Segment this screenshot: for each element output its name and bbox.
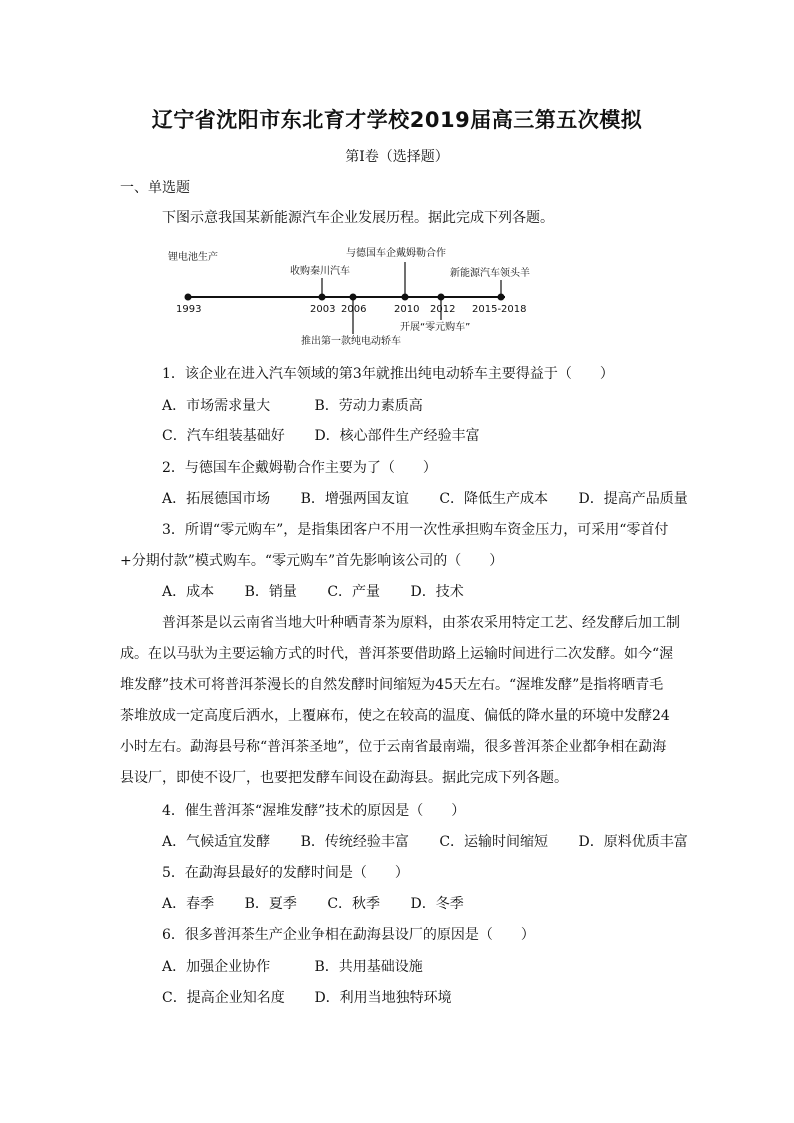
event-leader: 新能源汽车领头羊 [450,268,530,279]
q1-stem: 1．该企业在进入汽车领域的第3年就推出纯电动轿车主要得益于（ ） [162,366,614,382]
year-2003: 2003 [310,304,336,315]
passage-line-1: 普洱茶是以云南省当地大叶种晒青茶为原料，由茶农采用特定工艺、经发酵后加工制 [162,615,680,631]
section-heading: 一、单选题 [120,180,190,196]
q5-option-b[interactable]: B．夏季 [244,896,297,912]
q2-option-d[interactable]: D．提高产品质量 [578,491,688,507]
year-2010: 2010 [394,304,420,315]
timeline-diagram [160,240,590,350]
q6-stem: 6．很多普洱茶生产企业争相在勐海县设厂的原因是（ ） [162,927,535,943]
event-zero-purchase: 开展“零元购车” [400,322,471,333]
event-first-ev: 推出第一款纯电动轿车 [301,336,401,347]
q3-stem-line2: +分期付款”模式购车。“零元购车”首先影响该公司的（ ） [120,553,504,569]
q6-options-row2 [162,988,478,1008]
event-battery: 锂电池生产 [168,252,218,263]
event-acquire: 收购秦川汽车 [290,266,350,277]
q1-option-d[interactable]: D．核心部件生产经验丰富 [314,428,480,444]
group1-intro: 下图示意我国某新能源汽车企业发展历程。据此完成下列各题。 [162,210,554,226]
q4-options [162,832,714,852]
event-daimler: 与德国车企戴姆勒合作 [346,248,446,259]
year-2015-2018: 2015-2018 [472,304,527,315]
q3-option-c[interactable]: C．产量 [327,584,381,600]
page-subtitle: 第Ⅰ卷（选择题） [345,149,449,165]
q1-option-a[interactable]: A．市场需求量大 [162,398,271,414]
q5-option-a[interactable]: A．春季 [162,896,215,912]
q1-options-row2 [162,426,506,446]
passage-line-3: 堆发酵”技术可将普洱茶漫长的自然发酵时间缩短为45天左右。“渥堆发酵”是指将晒青毛 [120,677,664,693]
q4-option-d[interactable]: D．原料优质丰富 [578,834,688,850]
q1-option-c[interactable]: C．汽车组装基础好 [162,428,285,444]
year-2006: 2006 [341,304,367,315]
q2-stem: 2．与德国车企戴姆勒合作主要为了（ ） [162,460,437,476]
q2-option-c[interactable]: C．降低生产成本 [439,491,549,507]
q6-option-a[interactable]: A．加强企业协作 [162,959,271,975]
q4-option-b[interactable]: B．传统经验丰富 [300,834,409,850]
q2-option-b[interactable]: B．增强两国友谊 [300,491,409,507]
q3-options [162,582,490,602]
q3-option-d[interactable]: D．技术 [410,584,464,600]
q4-option-c[interactable]: C．运输时间缩短 [439,834,549,850]
q3-option-a[interactable]: A．成本 [162,584,215,600]
q2-options [162,489,714,509]
timeline-dot-1993 [185,294,192,301]
q1-option-b[interactable]: B．劳动力素质高 [314,398,423,414]
q5-option-c[interactable]: C．秋季 [327,896,381,912]
q5-options [162,894,490,914]
q2-option-a[interactable]: A．拓展德国市场 [162,491,271,507]
q6-option-c[interactable]: C．提高企业知名度 [162,990,285,1006]
year-2012: 2012 [430,304,456,315]
page-title: 辽宁省沈阳市东北育才学校2019届高三第五次模拟 [151,108,643,132]
q3-option-b[interactable]: B．销量 [244,584,297,600]
q4-stem: 4．催生普洱茶“渥堆发酵”技术的原因是（ ） [162,803,466,819]
q6-options-row1 [162,957,449,977]
q1-options-row1 [162,396,449,416]
q5-stem: 5．在勐海县最好的发酵时间是（ ） [162,865,409,881]
q5-option-d[interactable]: D．冬季 [410,896,464,912]
q4-option-a[interactable]: A．气候适宜发酵 [162,834,271,850]
q6-option-d[interactable]: D．利用当地独特环境 [314,990,452,1006]
q3-stem-line1: 3．所谓“零元购车”，是指集团客户不用一次性承担购车资金压力，可采用“零首付 [162,522,669,538]
passage-line-5: 小时左右。勐海县号称“普洱茶圣地”，位于云南省最南端，很多普洱茶企业都争相在勐海 [120,739,667,755]
passage-line-6: 县设厂，即使不设厂，也要把发酵车间设在勐海县。据此完成下列各题。 [120,770,568,786]
passage-line-4: 茶堆放成一定高度后洒水，上覆麻布，使之在较高的温度、偏低的降水量的环境中发酵24 [120,708,670,724]
q6-option-b[interactable]: B．共用基础设施 [314,959,423,975]
passage-line-2: 成。在以马驮为主要运输方式的时代，普洱茶要借助路上运输时间进行二次发酵。如今“渥 [120,646,674,662]
year-1993: 1993 [176,304,202,315]
